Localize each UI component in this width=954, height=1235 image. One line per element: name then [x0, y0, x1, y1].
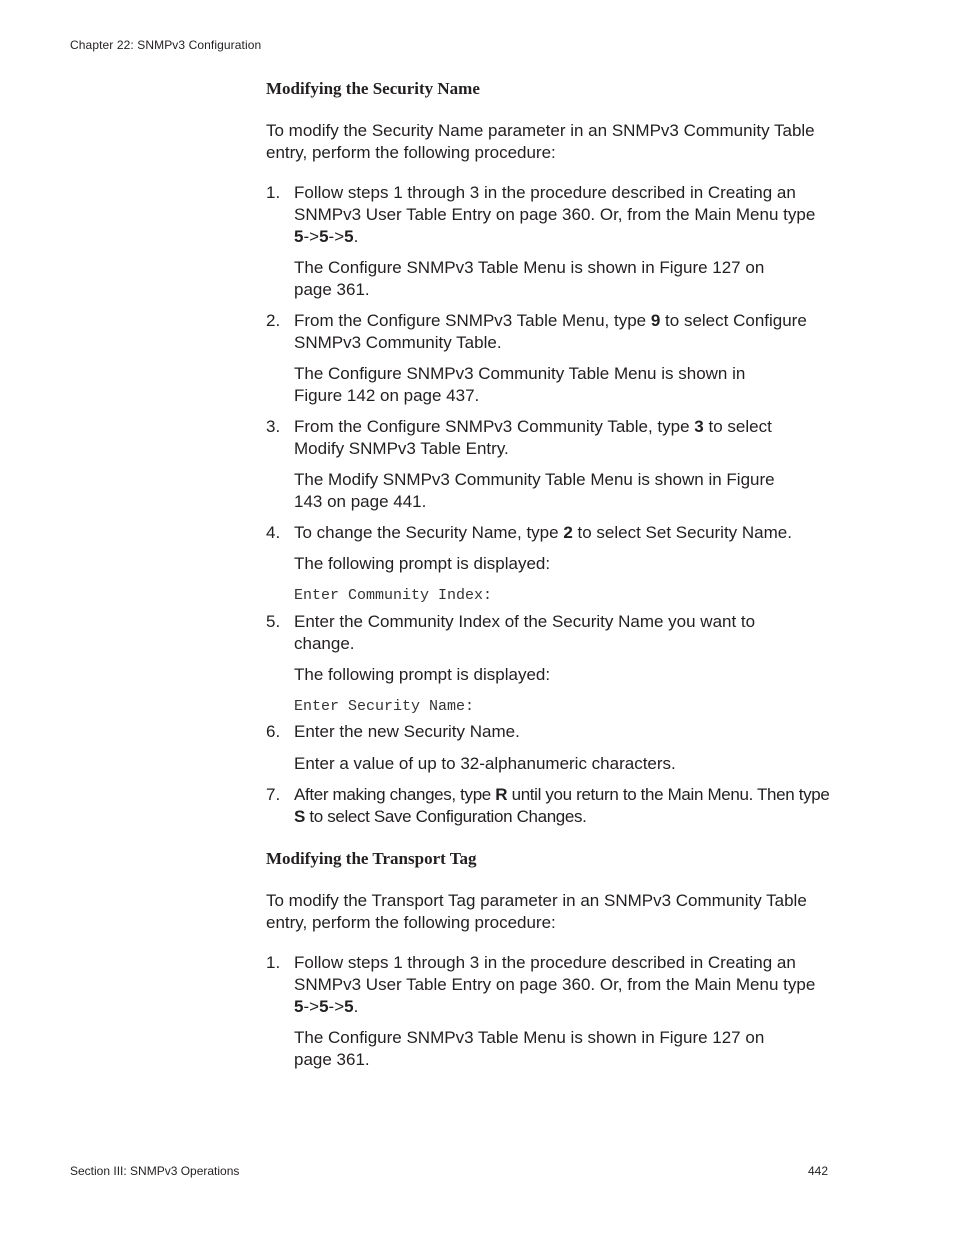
step-text: After making changes, type R until you return to the Main Menu. Then type S to select Save Configuration Changes. — [294, 785, 830, 826]
step-number: 1. — [266, 183, 281, 202]
step-note: The Configure SNMPv3 Table Menu is shown in Figure 127 on page 361. — [294, 1028, 765, 1069]
cli-prompt: Enter Community Index: — [294, 587, 493, 604]
step-text: From the Configure SNMPv3 Table Menu, type 9 to select Configure SNMPv3 Community Table. — [294, 311, 807, 352]
menu-key: 5 — [344, 227, 354, 246]
step-text: Enter the Community Index of the Security Name you want to change. — [294, 612, 756, 653]
footer-section-label: Section III: SNMPv3 Operations — [70, 1164, 240, 1178]
step-number: 3. — [266, 417, 281, 436]
step-note: The Modify SNMPv3 Community Table Menu is shown in Figure 143 on page 441. — [294, 470, 775, 511]
step-text: Follow steps 1 through 3 in the procedure described in Creating an SNMPv3 User Table Entry on page 360. Or, from the Main Menu type 5->5->5. — [294, 953, 816, 1016]
step-number: 1. — [266, 953, 281, 972]
section-title-security-name: Modifying the Security Name — [266, 79, 480, 98]
menu-key: S — [294, 807, 305, 826]
section-intro: To modify the Security Name parameter in an SNMPv3 Community Table entry, perform the following procedure: — [266, 121, 815, 162]
menu-key: 5 — [294, 997, 304, 1016]
menu-key: 2 — [563, 523, 573, 542]
step-note: The Configure SNMPv3 Community Table Menu is shown in Figure 142 on page 437. — [294, 364, 746, 405]
page-number: 442 — [808, 1164, 829, 1178]
step-text: Enter the new Security Name. — [294, 722, 520, 741]
step-note: The Configure SNMPv3 Table Menu is shown in Figure 127 on page 361. — [294, 258, 765, 299]
menu-key: 5 — [319, 997, 329, 1016]
step-number: 7. — [266, 785, 281, 804]
step-number: 2. — [266, 311, 281, 330]
menu-key: 5 — [294, 227, 304, 246]
running-header: Chapter 22: SNMPv3 Configuration — [70, 38, 262, 52]
menu-key: R — [495, 785, 508, 804]
menu-key: 9 — [650, 311, 661, 330]
step-note: The following prompt is displayed: — [294, 554, 551, 573]
step-text: To change the Security Name, type 2 to select Set Security Name. — [294, 523, 792, 542]
step-number: 6. — [266, 722, 281, 741]
step-note: Enter a value of up to 32-alphanumeric characters. — [294, 754, 676, 773]
section-intro: To modify the Transport Tag parameter in an SNMPv3 Community Table entry, perform the following procedure: — [266, 891, 807, 932]
step-number: 5. — [266, 612, 281, 631]
menu-key: 3 — [694, 417, 704, 436]
step-number: 4. — [266, 523, 281, 542]
section-title-transport-tag: Modifying the Transport Tag — [266, 849, 477, 868]
menu-key: 5 — [344, 997, 354, 1016]
cli-prompt: Enter Security Name: — [294, 698, 475, 715]
step-note: The following prompt is displayed: — [294, 665, 551, 684]
step-text: Follow steps 1 through 3 in the procedure described in Creating an SNMPv3 User Table Entry on page 360. Or, from the Main Menu type 5->5->5. — [294, 183, 816, 246]
menu-key: 5 — [319, 227, 329, 246]
step-text: From the Configure SNMPv3 Community Table, type 3 to select Modify SNMPv3 Table Entry. — [294, 417, 772, 458]
